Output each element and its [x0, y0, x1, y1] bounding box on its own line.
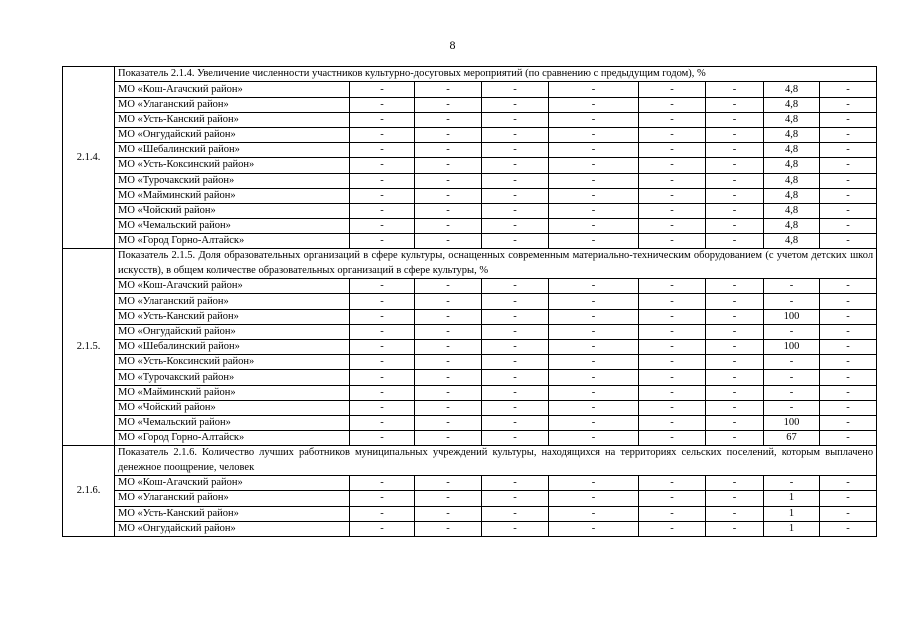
value-cell: -	[549, 385, 639, 400]
value-cell: -	[350, 82, 415, 97]
value-cell: -	[764, 400, 820, 415]
municipality-name: МО «Турочакский район»	[115, 370, 350, 385]
value-cell: -	[482, 521, 549, 536]
table-row	[63, 415, 877, 430]
value-cell: -	[820, 521, 877, 536]
value-cell: -	[415, 340, 482, 355]
value-cell: -	[639, 234, 706, 249]
municipality-name: МО «Кош-Агачский район»	[115, 476, 350, 491]
section-header-row	[63, 249, 877, 279]
value-cell: -	[639, 97, 706, 112]
value-cell: -	[549, 491, 639, 506]
value-cell: -	[415, 324, 482, 339]
value-cell: -	[639, 415, 706, 430]
value-cell: -	[549, 82, 639, 97]
municipality-name: МО «Онгудайский район»	[115, 521, 350, 536]
value-cell: -	[639, 491, 706, 506]
value-cell: -	[549, 355, 639, 370]
value-cell: -	[639, 219, 706, 234]
value-cell: -	[820, 476, 877, 491]
municipality-name: МО «Кош-Агачский район»	[115, 82, 350, 97]
value-cell: -	[482, 491, 549, 506]
value-cell: -	[706, 355, 764, 370]
table-row	[63, 143, 877, 158]
value-cell: -	[549, 400, 639, 415]
value-cell: -	[415, 143, 482, 158]
value-cell: -	[764, 385, 820, 400]
value-cell: -	[706, 127, 764, 142]
value-cell: -	[482, 400, 549, 415]
value-cell: -	[415, 506, 482, 521]
value-cell: 100	[764, 309, 820, 324]
municipality-name: МО «Улаганский район»	[115, 491, 350, 506]
value-cell: -	[764, 279, 820, 294]
table-row	[63, 431, 877, 446]
value-cell: -	[820, 385, 877, 400]
value-cell: -	[415, 385, 482, 400]
value-cell: -	[639, 370, 706, 385]
value-cell: -	[350, 143, 415, 158]
value-cell: -	[415, 112, 482, 127]
value-cell: 67	[764, 431, 820, 446]
value-cell: -	[820, 234, 877, 249]
value-cell: -	[820, 491, 877, 506]
value-cell: -	[706, 294, 764, 309]
value-cell: -	[482, 234, 549, 249]
value-cell: -	[415, 400, 482, 415]
value-cell: -	[639, 112, 706, 127]
page-number: 8	[449, 38, 456, 52]
value-cell: -	[482, 158, 549, 173]
value-cell: -	[706, 415, 764, 430]
value-cell: -	[549, 173, 639, 188]
value-cell: -	[820, 294, 877, 309]
value-cell: -	[482, 506, 549, 521]
value-cell: -	[415, 127, 482, 142]
municipality-name: МО «Улаганский район»	[115, 97, 350, 112]
value-cell: -	[415, 521, 482, 536]
value-cell: -	[706, 370, 764, 385]
value-cell: -	[639, 476, 706, 491]
municipality-name: МО «Онгудайский район»	[115, 127, 350, 142]
value-cell: -	[706, 219, 764, 234]
value-cell: -	[706, 279, 764, 294]
municipality-name: МО «Усть-Канский район»	[115, 506, 350, 521]
value-cell: -	[350, 355, 415, 370]
value-cell: -	[549, 219, 639, 234]
value-cell: -	[549, 127, 639, 142]
value-cell: -	[549, 158, 639, 173]
value-cell: 1	[764, 491, 820, 506]
municipality-name: МО «Город Горно-Алтайск»	[115, 234, 350, 249]
table-row	[63, 294, 877, 309]
value-cell: -	[415, 309, 482, 324]
table-row	[63, 340, 877, 355]
value-cell: -	[820, 112, 877, 127]
value-cell: 4,8	[764, 158, 820, 173]
value-cell: -	[706, 188, 764, 203]
value-cell: -	[549, 97, 639, 112]
value-cell: 4,8	[764, 188, 820, 203]
value-cell: -	[764, 370, 820, 385]
value-cell: -	[415, 82, 482, 97]
value-cell: -	[820, 82, 877, 97]
table-row	[63, 370, 877, 385]
municipality-name: МО «Усть-Коксинский район»	[115, 158, 350, 173]
value-cell: 4,8	[764, 143, 820, 158]
value-cell: -	[706, 324, 764, 339]
value-cell: -	[549, 203, 639, 218]
value-cell: -	[350, 400, 415, 415]
value-cell: -	[350, 173, 415, 188]
value-cell: -	[820, 431, 877, 446]
value-cell: -	[350, 521, 415, 536]
municipality-name: МО «Шебалинский район»	[115, 340, 350, 355]
value-cell: -	[350, 279, 415, 294]
value-cell: -	[549, 188, 639, 203]
municipality-name: МО «Чемальский район»	[115, 415, 350, 430]
value-cell: -	[706, 476, 764, 491]
value-cell: -	[549, 476, 639, 491]
value-cell: -	[549, 112, 639, 127]
value-cell: -	[350, 234, 415, 249]
value-cell: -	[350, 476, 415, 491]
value-cell: -	[820, 158, 877, 173]
municipality-name: МО «Турочакский район»	[115, 173, 350, 188]
value-cell: -	[706, 112, 764, 127]
value-cell: -	[639, 82, 706, 97]
value-cell: -	[820, 370, 877, 385]
value-cell: -	[764, 355, 820, 370]
value-cell: -	[820, 97, 877, 112]
value-cell: -	[706, 173, 764, 188]
value-cell: -	[706, 203, 764, 218]
municipality-name: МО «Майминский район»	[115, 188, 350, 203]
table-row	[63, 309, 877, 324]
value-cell: -	[549, 340, 639, 355]
value-cell: -	[639, 400, 706, 415]
table-row	[63, 97, 877, 112]
value-cell: -	[482, 476, 549, 491]
value-cell: -	[415, 234, 482, 249]
value-cell: -	[639, 506, 706, 521]
value-cell: -	[706, 385, 764, 400]
value-cell: -	[482, 340, 549, 355]
section-code: 2.1.5.	[63, 249, 115, 446]
value-cell: -	[639, 309, 706, 324]
value-cell: 1	[764, 521, 820, 536]
section-code: 2.1.6.	[63, 446, 115, 537]
value-cell: 4,8	[764, 219, 820, 234]
value-cell: -	[482, 355, 549, 370]
value-cell: -	[639, 173, 706, 188]
municipality-name: МО «Шебалинский район»	[115, 143, 350, 158]
value-cell: -	[350, 431, 415, 446]
value-cell: -	[639, 127, 706, 142]
value-cell: -	[706, 491, 764, 506]
table-row	[63, 158, 877, 173]
table-body	[63, 67, 877, 537]
value-cell: -	[415, 188, 482, 203]
value-cell: -	[350, 324, 415, 339]
value-cell: -	[706, 521, 764, 536]
value-cell: -	[639, 385, 706, 400]
table-row	[63, 491, 877, 506]
value-cell: -	[350, 491, 415, 506]
value-cell: -	[549, 143, 639, 158]
value-cell: -	[764, 324, 820, 339]
table-row	[63, 279, 877, 294]
value-cell: -	[706, 431, 764, 446]
section-title: Показатель 2.1.4. Увеличение численности участников культурно-досуговых мероприятий (по сравнению с предыдущим годом), %	[115, 67, 877, 82]
value-cell: -	[482, 309, 549, 324]
municipality-name: МО «Онгудайский район»	[115, 324, 350, 339]
value-cell: -	[549, 324, 639, 339]
value-cell: -	[639, 143, 706, 158]
value-cell: -	[639, 340, 706, 355]
table-row	[63, 476, 877, 491]
value-cell: -	[820, 506, 877, 521]
value-cell: -	[820, 173, 877, 188]
value-cell: -	[706, 158, 764, 173]
value-cell: -	[482, 143, 549, 158]
value-cell: -	[482, 279, 549, 294]
value-cell: -	[706, 309, 764, 324]
value-cell: -	[350, 309, 415, 324]
municipality-name: МО «Усть-Канский район»	[115, 309, 350, 324]
section-code: 2.1.4.	[63, 67, 115, 249]
value-cell: -	[482, 82, 549, 97]
value-cell: -	[350, 415, 415, 430]
value-cell: -	[549, 415, 639, 430]
value-cell: -	[820, 188, 877, 203]
municipality-name: МО «Майминский район»	[115, 385, 350, 400]
section-header-row	[63, 446, 877, 476]
value-cell: -	[350, 203, 415, 218]
value-cell: -	[706, 82, 764, 97]
value-cell: -	[820, 324, 877, 339]
section-title: Показатель 2.1.5. Доля образовательных организаций в сфере культуры, оснащенных современным материально-техническим оборудованием (с учетом детских школ искусств), в общем количестве образовательных организаций в сфере культуры, %	[115, 249, 877, 279]
value-cell: 4,8	[764, 112, 820, 127]
value-cell: -	[820, 127, 877, 142]
value-cell: -	[482, 370, 549, 385]
value-cell: -	[639, 158, 706, 173]
value-cell: -	[706, 97, 764, 112]
value-cell: -	[706, 143, 764, 158]
value-cell: -	[350, 340, 415, 355]
table-row	[63, 234, 877, 249]
value-cell: -	[415, 158, 482, 173]
value-cell: -	[639, 294, 706, 309]
value-cell: -	[482, 294, 549, 309]
value-cell: -	[415, 279, 482, 294]
value-cell: -	[415, 219, 482, 234]
municipality-name: МО «Город Горно-Алтайск»	[115, 431, 350, 446]
value-cell: -	[706, 340, 764, 355]
value-cell: -	[820, 400, 877, 415]
table-row	[63, 400, 877, 415]
value-cell: -	[820, 203, 877, 218]
value-cell: -	[764, 476, 820, 491]
value-cell: -	[415, 203, 482, 218]
value-cell: -	[482, 97, 549, 112]
municipality-name: МО «Усть-Коксинский район»	[115, 355, 350, 370]
value-cell: -	[549, 431, 639, 446]
value-cell: -	[482, 219, 549, 234]
value-cell: -	[820, 355, 877, 370]
value-cell: -	[639, 355, 706, 370]
value-cell: -	[706, 506, 764, 521]
value-cell: 4,8	[764, 82, 820, 97]
value-cell: -	[350, 112, 415, 127]
value-cell: -	[820, 279, 877, 294]
municipality-name: МО «Кош-Агачский район»	[115, 279, 350, 294]
value-cell: 100	[764, 415, 820, 430]
value-cell: 4,8	[764, 173, 820, 188]
table-row	[63, 385, 877, 400]
table-row	[63, 355, 877, 370]
municipality-name: МО «Чойский район»	[115, 203, 350, 218]
value-cell: -	[482, 203, 549, 218]
value-cell: -	[350, 370, 415, 385]
table-row	[63, 521, 877, 536]
indicator-table	[62, 66, 877, 537]
value-cell: -	[549, 279, 639, 294]
table-row	[63, 324, 877, 339]
table-row	[63, 506, 877, 521]
value-cell: -	[820, 219, 877, 234]
value-cell: -	[350, 188, 415, 203]
value-cell: -	[482, 415, 549, 430]
value-cell: -	[764, 294, 820, 309]
value-cell: -	[549, 370, 639, 385]
value-cell: -	[482, 431, 549, 446]
table-row	[63, 82, 877, 97]
section-header-row	[63, 67, 877, 82]
value-cell: 4,8	[764, 97, 820, 112]
value-cell: -	[482, 173, 549, 188]
table-row	[63, 112, 877, 127]
value-cell: -	[350, 219, 415, 234]
value-cell: -	[415, 294, 482, 309]
municipality-name: МО «Улаганский район»	[115, 294, 350, 309]
table-row	[63, 219, 877, 234]
value-cell: -	[350, 127, 415, 142]
value-cell: -	[820, 309, 877, 324]
value-cell: -	[350, 294, 415, 309]
value-cell: -	[639, 431, 706, 446]
value-cell: -	[415, 355, 482, 370]
value-cell: 1	[764, 506, 820, 521]
value-cell: -	[549, 294, 639, 309]
value-cell: -	[482, 112, 549, 127]
value-cell: -	[820, 415, 877, 430]
value-cell: -	[482, 127, 549, 142]
table-row	[63, 127, 877, 142]
value-cell: -	[482, 324, 549, 339]
value-cell: -	[639, 324, 706, 339]
value-cell: -	[549, 234, 639, 249]
value-cell: -	[350, 97, 415, 112]
value-cell: -	[415, 415, 482, 430]
value-cell: -	[639, 188, 706, 203]
value-cell: 4,8	[764, 234, 820, 249]
value-cell: -	[639, 521, 706, 536]
value-cell: -	[706, 234, 764, 249]
value-cell: -	[820, 340, 877, 355]
municipality-name: МО «Усть-Канский район»	[115, 112, 350, 127]
value-cell: -	[415, 97, 482, 112]
value-cell: -	[820, 143, 877, 158]
value-cell: -	[549, 521, 639, 536]
table-row	[63, 173, 877, 188]
section-title: Показатель 2.1.6. Количество лучших работников муниципальных учреждений культуры, находящихся на территориях сельских поселений, которым выплачено денежное поощрение, человек	[115, 446, 877, 476]
value-cell: 4,8	[764, 127, 820, 142]
value-cell: -	[482, 188, 549, 203]
value-cell: 4,8	[764, 203, 820, 218]
value-cell: -	[415, 491, 482, 506]
value-cell: -	[415, 370, 482, 385]
value-cell: -	[549, 506, 639, 521]
value-cell: -	[549, 309, 639, 324]
value-cell: -	[350, 506, 415, 521]
table-row	[63, 203, 877, 218]
value-cell: -	[350, 158, 415, 173]
value-cell: -	[639, 203, 706, 218]
value-cell: -	[415, 431, 482, 446]
value-cell: -	[639, 279, 706, 294]
value-cell: 100	[764, 340, 820, 355]
value-cell: -	[415, 173, 482, 188]
value-cell: -	[350, 385, 415, 400]
value-cell: -	[706, 400, 764, 415]
value-cell: -	[415, 476, 482, 491]
municipality-name: МО «Чемальский район»	[115, 219, 350, 234]
municipality-name: МО «Чойский район»	[115, 400, 350, 415]
table-row	[63, 188, 877, 203]
value-cell: -	[482, 385, 549, 400]
